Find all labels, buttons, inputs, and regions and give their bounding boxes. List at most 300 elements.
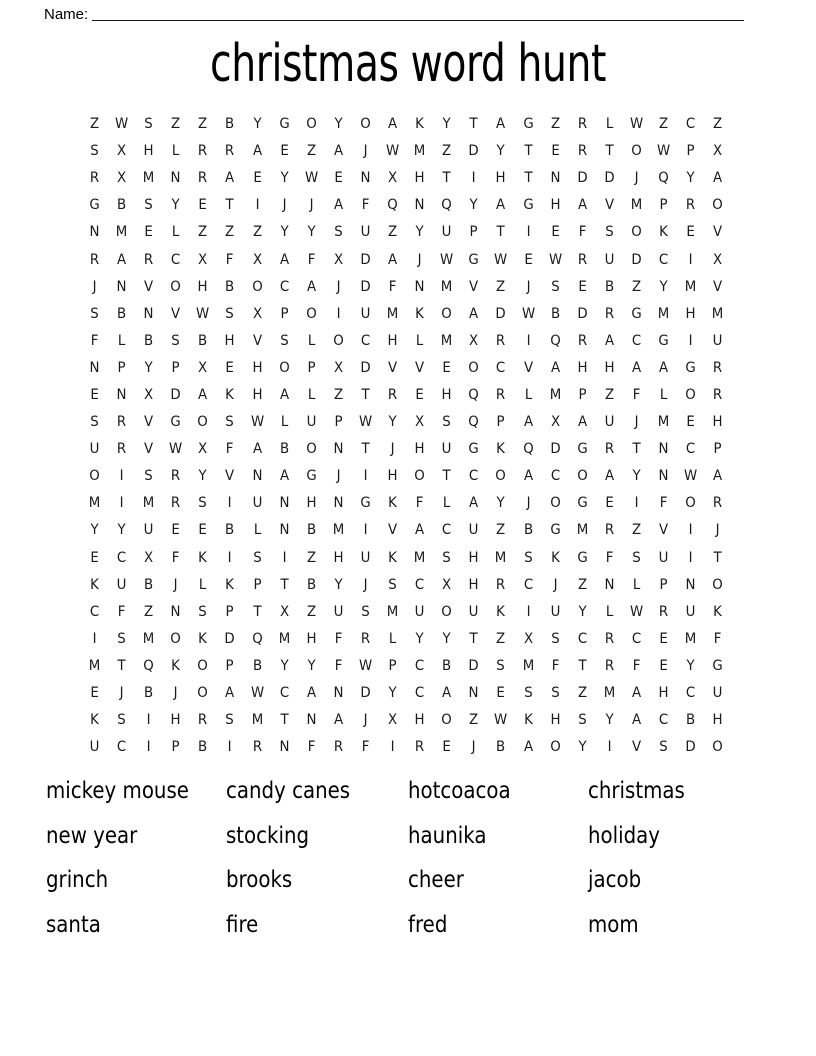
grid-letter[interactable]: T	[469, 630, 478, 647]
grid-letter[interactable]: X	[523, 630, 533, 647]
grid-letter[interactable]: I	[228, 739, 232, 756]
grid-letter[interactable]: G	[468, 441, 480, 458]
grid-letter[interactable]: B	[550, 305, 560, 322]
grid-letter[interactable]: W	[250, 414, 264, 431]
grid-letter[interactable]: O	[360, 116, 371, 133]
grid-letter[interactable]: R	[577, 251, 587, 268]
grid-letter[interactable]: Y	[659, 278, 668, 295]
grid-letter[interactable]: Q	[468, 386, 480, 403]
grid-letter[interactable]: R	[171, 495, 181, 512]
grid-letter[interactable]: S	[279, 332, 289, 349]
grid-letter[interactable]: F	[171, 549, 180, 566]
grid-letter[interactable]: A	[631, 712, 641, 729]
grid-letter[interactable]: J	[119, 685, 124, 702]
grid-letter[interactable]: L	[632, 576, 641, 593]
word-list-item[interactable]: mom	[588, 911, 639, 938]
grid-letter[interactable]: Q	[468, 414, 480, 431]
grid-letter[interactable]: N	[279, 495, 290, 512]
grid-letter[interactable]: A	[523, 468, 533, 485]
grid-letter[interactable]: X	[117, 143, 127, 160]
grid-letter[interactable]: N	[252, 468, 263, 485]
grid-letter[interactable]: I	[146, 739, 151, 756]
grid-letter[interactable]: B	[442, 657, 452, 674]
grid-letter[interactable]: F	[415, 495, 424, 512]
grid-letter[interactable]: E	[90, 549, 99, 566]
grid-letter[interactable]: Q	[522, 441, 534, 458]
grid-letter[interactable]: H	[306, 630, 317, 647]
grid-letter[interactable]: W	[304, 170, 318, 187]
grid-letter[interactable]: K	[415, 116, 425, 133]
grid-letter[interactable]: A	[550, 359, 560, 376]
grid-letter[interactable]: U	[116, 576, 127, 593]
grid-letter[interactable]: X	[469, 332, 479, 349]
grid-letter[interactable]: Z	[171, 116, 181, 133]
grid-letter[interactable]: W	[548, 251, 562, 268]
grid-letter[interactable]: R	[116, 414, 127, 431]
grid-letter[interactable]: R	[604, 305, 614, 322]
grid-letter[interactable]: S	[171, 332, 181, 349]
grid-letter[interactable]: M	[142, 630, 155, 647]
grid-letter[interactable]: C	[523, 576, 533, 593]
grid-letter[interactable]: K	[171, 657, 181, 674]
grid-letter[interactable]: P	[117, 359, 126, 376]
grid-letter[interactable]: H	[550, 197, 561, 214]
grid-letter[interactable]: M	[684, 630, 697, 647]
grid-letter[interactable]: X	[198, 441, 208, 458]
grid-letter[interactable]: R	[198, 143, 208, 160]
grid-letter[interactable]: P	[659, 197, 668, 214]
word-list-item[interactable]: haunika	[408, 822, 487, 849]
grid-letter[interactable]: E	[442, 359, 451, 376]
grid-letter[interactable]: Z	[306, 549, 316, 566]
word-list-item[interactable]: candy canes	[226, 778, 351, 804]
grid-letter[interactable]: L	[253, 522, 261, 539]
grid-letter[interactable]: A	[604, 468, 614, 485]
grid-letter[interactable]: P	[171, 739, 180, 756]
grid-letter[interactable]: J	[471, 739, 476, 756]
grid-letter[interactable]: F	[117, 603, 126, 620]
grid-letter[interactable]: F	[226, 251, 234, 268]
grid-letter[interactable]: V	[144, 278, 154, 295]
grid-letter[interactable]: E	[550, 143, 560, 160]
grid-letter[interactable]: T	[523, 143, 533, 160]
grid-letter[interactable]: M	[115, 224, 128, 241]
grid-letter[interactable]: H	[658, 685, 669, 702]
grid-letter[interactable]: K	[90, 576, 99, 593]
grid-letter[interactable]: M	[332, 522, 345, 539]
grid-letter[interactable]: P	[713, 441, 722, 458]
grid-letter[interactable]: U	[252, 495, 262, 512]
grid-letter[interactable]: B	[686, 712, 696, 729]
grid-letter[interactable]: O	[170, 630, 182, 647]
grid-letter[interactable]: P	[388, 657, 397, 674]
grid-letter[interactable]: M	[657, 414, 670, 431]
grid-letter[interactable]: K	[225, 386, 235, 403]
grid-letter[interactable]: U	[468, 603, 479, 620]
grid-letter[interactable]: M	[413, 143, 426, 160]
grid-letter[interactable]: K	[659, 224, 668, 241]
grid-letter[interactable]: Z	[252, 224, 262, 241]
grid-letter[interactable]: H	[333, 549, 344, 566]
grid-letter[interactable]: C	[496, 359, 506, 376]
grid-letter[interactable]: U	[360, 549, 371, 566]
grid-letter[interactable]: S	[198, 603, 208, 620]
grid-letter[interactable]: T	[632, 441, 641, 458]
grid-letter[interactable]: E	[415, 386, 424, 403]
grid-letter[interactable]: E	[144, 224, 153, 241]
grid-letter[interactable]: D	[685, 739, 696, 756]
grid-letter[interactable]: J	[336, 278, 341, 295]
grid-letter[interactable]: R	[333, 739, 344, 756]
grid-letter[interactable]: R	[198, 170, 208, 187]
grid-letter[interactable]: N	[170, 603, 181, 620]
grid-letter[interactable]: N	[468, 685, 479, 702]
grid-letter[interactable]: A	[252, 441, 262, 458]
grid-letter[interactable]: K	[90, 712, 99, 729]
grid-letter[interactable]: B	[306, 522, 316, 539]
grid-letter[interactable]: W	[629, 116, 644, 133]
grid-letter[interactable]: C	[550, 468, 560, 485]
grid-letter[interactable]: Z	[333, 386, 343, 403]
grid-letter[interactable]: Q	[251, 630, 263, 647]
grid-letter[interactable]: R	[360, 630, 371, 647]
grid-letter[interactable]: Q	[658, 170, 669, 187]
grid-letter[interactable]: C	[116, 739, 127, 756]
grid-letter[interactable]: X	[198, 359, 208, 376]
grid-letter[interactable]: U	[360, 305, 371, 322]
grid-letter[interactable]: C	[415, 576, 425, 593]
grid-letter[interactable]: L	[605, 116, 614, 133]
grid-letter[interactable]: I	[228, 549, 232, 566]
grid-letter[interactable]: M	[711, 305, 724, 322]
grid-letter[interactable]: Y	[686, 657, 695, 674]
grid-letter[interactable]: R	[604, 630, 614, 647]
grid-letter[interactable]: K	[415, 305, 425, 322]
grid-letter[interactable]: V	[631, 739, 641, 756]
grid-letter[interactable]: E	[496, 685, 506, 702]
grid-letter[interactable]: T	[361, 441, 370, 458]
grid-letter[interactable]: X	[442, 576, 452, 593]
grid-letter[interactable]: F	[334, 657, 343, 674]
grid-letter[interactable]: C	[658, 251, 669, 268]
grid-letter[interactable]: R	[713, 386, 723, 403]
grid-letter[interactable]: X	[388, 170, 398, 187]
grid-letter[interactable]: Y	[90, 522, 99, 539]
grid-letter[interactable]: G	[522, 116, 534, 133]
grid-letter[interactable]: N	[360, 170, 371, 187]
grid-letter[interactable]: X	[388, 712, 398, 729]
grid-letter[interactable]: O	[170, 278, 182, 295]
grid-letter[interactable]: F	[578, 224, 587, 241]
grid-letter[interactable]: M	[251, 712, 263, 729]
grid-letter[interactable]: R	[577, 332, 587, 349]
grid-letter[interactable]: S	[388, 576, 397, 593]
grid-letter[interactable]: W	[358, 657, 373, 674]
grid-letter[interactable]: U	[468, 522, 479, 539]
grid-letter[interactable]: O	[333, 332, 344, 349]
grid-letter[interactable]: K	[496, 441, 506, 458]
grid-letter[interactable]: S	[577, 712, 587, 729]
grid-letter[interactable]: X	[333, 251, 343, 268]
grid-letter[interactable]: O	[549, 495, 561, 512]
grid-letter[interactable]: E	[90, 386, 99, 403]
grid-letter[interactable]: B	[225, 522, 235, 539]
grid-letter[interactable]: M	[278, 630, 290, 647]
grid-letter[interactable]: U	[306, 414, 317, 431]
grid-letter[interactable]: S	[90, 305, 99, 322]
grid-letter[interactable]: A	[713, 468, 723, 485]
grid-letter[interactable]: B	[604, 278, 614, 295]
grid-letter[interactable]: B	[225, 116, 235, 133]
word-list-item[interactable]: cheer	[408, 867, 464, 894]
grid-letter[interactable]: A	[469, 305, 479, 322]
grid-letter[interactable]: A	[388, 116, 398, 133]
grid-letter[interactable]: H	[387, 332, 398, 349]
grid-letter[interactable]: X	[550, 414, 560, 431]
grid-letter[interactable]: U	[89, 441, 100, 458]
grid-letter[interactable]: Q	[143, 657, 154, 674]
grid-letter[interactable]: H	[306, 495, 317, 512]
grid-letter[interactable]: N	[658, 468, 669, 485]
grid-letter[interactable]: A	[279, 251, 289, 268]
grid-letter[interactable]: R	[89, 251, 100, 268]
grid-letter[interactable]: W	[494, 712, 508, 729]
grid-letter[interactable]: I	[119, 468, 124, 485]
grid-letter[interactable]: N	[89, 359, 100, 376]
grid-letter[interactable]: N	[658, 441, 669, 458]
grid-letter[interactable]: S	[252, 549, 262, 566]
grid-letter[interactable]: H	[577, 359, 588, 376]
grid-letter[interactable]: H	[414, 441, 425, 458]
grid-letter[interactable]: L	[605, 603, 614, 620]
grid-letter[interactable]: M	[386, 305, 399, 322]
grid-letter[interactable]: H	[468, 549, 479, 566]
grid-letter[interactable]: U	[604, 414, 615, 431]
grid-letter[interactable]: E	[198, 522, 208, 539]
grid-letter[interactable]: O	[251, 278, 263, 295]
grid-letter[interactable]: P	[307, 359, 316, 376]
grid-letter[interactable]: S	[90, 143, 99, 160]
grid-letter[interactable]: V	[713, 278, 723, 295]
grid-letter[interactable]: O	[685, 495, 696, 512]
grid-letter[interactable]: U	[604, 251, 615, 268]
grid-letter[interactable]: Y	[415, 630, 424, 647]
grid-letter[interactable]: Z	[469, 712, 479, 729]
grid-letter[interactable]: D	[360, 251, 371, 268]
grid-letter[interactable]: F	[361, 197, 370, 214]
grid-letter[interactable]: B	[523, 522, 533, 539]
grid-letter[interactable]: O	[306, 116, 317, 133]
grid-letter[interactable]: N	[604, 576, 615, 593]
grid-letter[interactable]: E	[578, 278, 587, 295]
word-list-item[interactable]: fire	[226, 911, 259, 938]
grid-letter[interactable]: T	[253, 603, 262, 620]
grid-letter[interactable]: C	[442, 522, 452, 539]
grid-letter[interactable]: V	[523, 359, 533, 376]
grid-letter[interactable]: Z	[631, 522, 641, 539]
grid-letter[interactable]: H	[414, 712, 425, 729]
grid-letter[interactable]: Z	[89, 116, 100, 133]
grid-letter[interactable]: C	[631, 332, 642, 349]
grid-letter[interactable]: B	[306, 576, 316, 593]
grid-letter[interactable]: I	[526, 332, 531, 349]
grid-letter[interactable]: L	[659, 386, 668, 403]
grid-letter[interactable]: E	[659, 630, 668, 647]
grid-letter[interactable]: M	[684, 278, 697, 295]
grid-letter[interactable]: G	[549, 522, 561, 539]
grid-letter[interactable]: H	[387, 468, 398, 485]
grid-letter[interactable]: R	[496, 332, 506, 349]
grid-letter[interactable]: V	[225, 468, 235, 485]
grid-letter[interactable]: U	[414, 603, 425, 620]
grid-letter[interactable]: X	[333, 359, 343, 376]
grid-letter[interactable]: U	[712, 685, 723, 702]
grid-letter[interactable]: G	[89, 197, 100, 214]
grid-letter[interactable]: C	[116, 549, 127, 566]
grid-letter[interactable]: N	[89, 224, 100, 241]
grid-letter[interactable]: G	[360, 495, 371, 512]
grid-letter[interactable]: G	[279, 116, 290, 133]
grid-letter[interactable]: J	[282, 197, 287, 214]
grid-letter[interactable]: I	[119, 495, 124, 512]
word-list-item[interactable]: christmas	[588, 778, 685, 804]
grid-letter[interactable]: S	[144, 197, 153, 214]
grid-letter[interactable]: A	[333, 712, 343, 729]
grid-letter[interactable]: O	[441, 305, 453, 322]
grid-letter[interactable]: A	[496, 197, 506, 214]
grid-letter[interactable]: L	[172, 224, 180, 241]
grid-letter[interactable]: F	[307, 739, 316, 756]
grid-letter[interactable]: U	[658, 549, 669, 566]
grid-letter[interactable]: L	[415, 332, 424, 349]
grid-letter[interactable]: Z	[550, 116, 560, 133]
grid-letter[interactable]: N	[333, 441, 344, 458]
grid-letter[interactable]: Y	[632, 468, 641, 485]
grid-letter[interactable]: R	[198, 712, 208, 729]
grid-letter[interactable]: M	[495, 549, 507, 566]
grid-letter[interactable]: A	[306, 278, 316, 295]
grid-letter[interactable]: S	[225, 712, 235, 729]
grid-letter[interactable]: C	[577, 630, 587, 647]
grid-letter[interactable]: C	[685, 685, 696, 702]
grid-letter[interactable]: H	[197, 278, 208, 295]
grid-letter[interactable]: Y	[442, 116, 451, 133]
grid-letter[interactable]: A	[306, 685, 316, 702]
word-list-item[interactable]: hotcoacoa	[408, 778, 511, 804]
word-list-item[interactable]: stocking	[226, 822, 310, 849]
grid-letter[interactable]: Z	[306, 603, 316, 620]
grid-letter[interactable]: C	[631, 630, 642, 647]
grid-letter[interactable]: U	[712, 332, 723, 349]
grid-letter[interactable]: M	[441, 278, 453, 295]
grid-letter[interactable]: V	[713, 224, 723, 241]
grid-letter[interactable]: J	[715, 522, 720, 539]
grid-letter[interactable]: R	[713, 495, 723, 512]
grid-letter[interactable]: A	[198, 386, 208, 403]
grid-letter[interactable]: S	[442, 549, 452, 566]
word-list-item[interactable]: holiday	[588, 822, 661, 849]
grid-letter[interactable]: A	[442, 685, 452, 702]
grid-letter[interactable]: F	[632, 657, 641, 674]
grid-letter[interactable]: L	[307, 332, 316, 349]
grid-letter[interactable]: R	[144, 251, 154, 268]
grid-letter[interactable]: P	[225, 603, 235, 620]
grid-letter[interactable]: S	[198, 495, 208, 512]
grid-letter[interactable]: O	[712, 197, 723, 214]
grid-letter[interactable]: N	[333, 685, 344, 702]
grid-letter[interactable]: O	[549, 739, 561, 756]
grid-letter[interactable]: I	[688, 332, 693, 349]
grid-letter[interactable]: Y	[605, 712, 614, 729]
grid-letter[interactable]: D	[468, 657, 479, 674]
grid-letter[interactable]: S	[496, 657, 506, 674]
grid-letter[interactable]: V	[388, 359, 398, 376]
grid-letter[interactable]: A	[333, 197, 343, 214]
grid-letter[interactable]: O	[631, 143, 642, 160]
grid-letter[interactable]: G	[577, 441, 588, 458]
grid-letter[interactable]: W	[115, 116, 129, 133]
grid-letter[interactable]: G	[712, 657, 723, 674]
grid-letter[interactable]: E	[252, 170, 262, 187]
grid-letter[interactable]: L	[443, 495, 451, 512]
grid-letter[interactable]: B	[144, 685, 154, 702]
grid-letter[interactable]: N	[306, 712, 317, 729]
grid-letter[interactable]: G	[577, 495, 588, 512]
grid-letter[interactable]: I	[634, 495, 639, 512]
grid-letter[interactable]: Y	[334, 576, 343, 593]
grid-letter[interactable]: J	[363, 712, 368, 729]
grid-letter[interactable]: Q	[441, 197, 453, 214]
grid-letter[interactable]: O	[468, 359, 480, 376]
grid-letter[interactable]: O	[631, 224, 642, 241]
grid-letter[interactable]: D	[170, 386, 181, 403]
grid-letter[interactable]: X	[117, 170, 127, 187]
grid-letter[interactable]: Z	[388, 224, 398, 241]
grid-letter[interactable]: X	[252, 305, 262, 322]
grid-letter[interactable]: J	[336, 468, 341, 485]
grid-letter[interactable]: B	[117, 305, 127, 322]
grid-letter[interactable]: Y	[388, 685, 397, 702]
grid-letter[interactable]: A	[631, 359, 641, 376]
grid-letter[interactable]: Z	[198, 116, 208, 133]
grid-letter[interactable]: B	[496, 739, 506, 756]
grid-letter[interactable]: Y	[307, 657, 316, 674]
grid-letter[interactable]: V	[252, 332, 262, 349]
grid-letter[interactable]: H	[143, 143, 154, 160]
grid-letter[interactable]: D	[631, 251, 642, 268]
grid-letter[interactable]: S	[117, 712, 126, 729]
grid-letter[interactable]: P	[280, 305, 289, 322]
grid-letter[interactable]: N	[414, 197, 425, 214]
grid-letter[interactable]: D	[495, 305, 507, 322]
grid-letter[interactable]: Y	[578, 603, 587, 620]
grid-letter[interactable]: A	[279, 386, 289, 403]
grid-letter[interactable]: U	[685, 603, 696, 620]
grid-letter[interactable]: S	[550, 630, 560, 647]
grid-letter[interactable]: P	[225, 657, 235, 674]
grid-letter[interactable]: M	[522, 657, 534, 674]
grid-letter[interactable]: R	[387, 386, 398, 403]
grid-letter[interactable]: D	[360, 278, 371, 295]
grid-letter[interactable]: R	[496, 576, 506, 593]
grid-letter[interactable]: L	[524, 386, 532, 403]
grid-letter[interactable]: I	[471, 170, 476, 187]
grid-letter[interactable]: B	[144, 332, 154, 349]
grid-letter[interactable]: N	[685, 576, 696, 593]
grid-letter[interactable]: E	[523, 251, 533, 268]
grid-letter[interactable]: K	[713, 603, 723, 620]
grid-letter[interactable]: Y	[469, 197, 478, 214]
